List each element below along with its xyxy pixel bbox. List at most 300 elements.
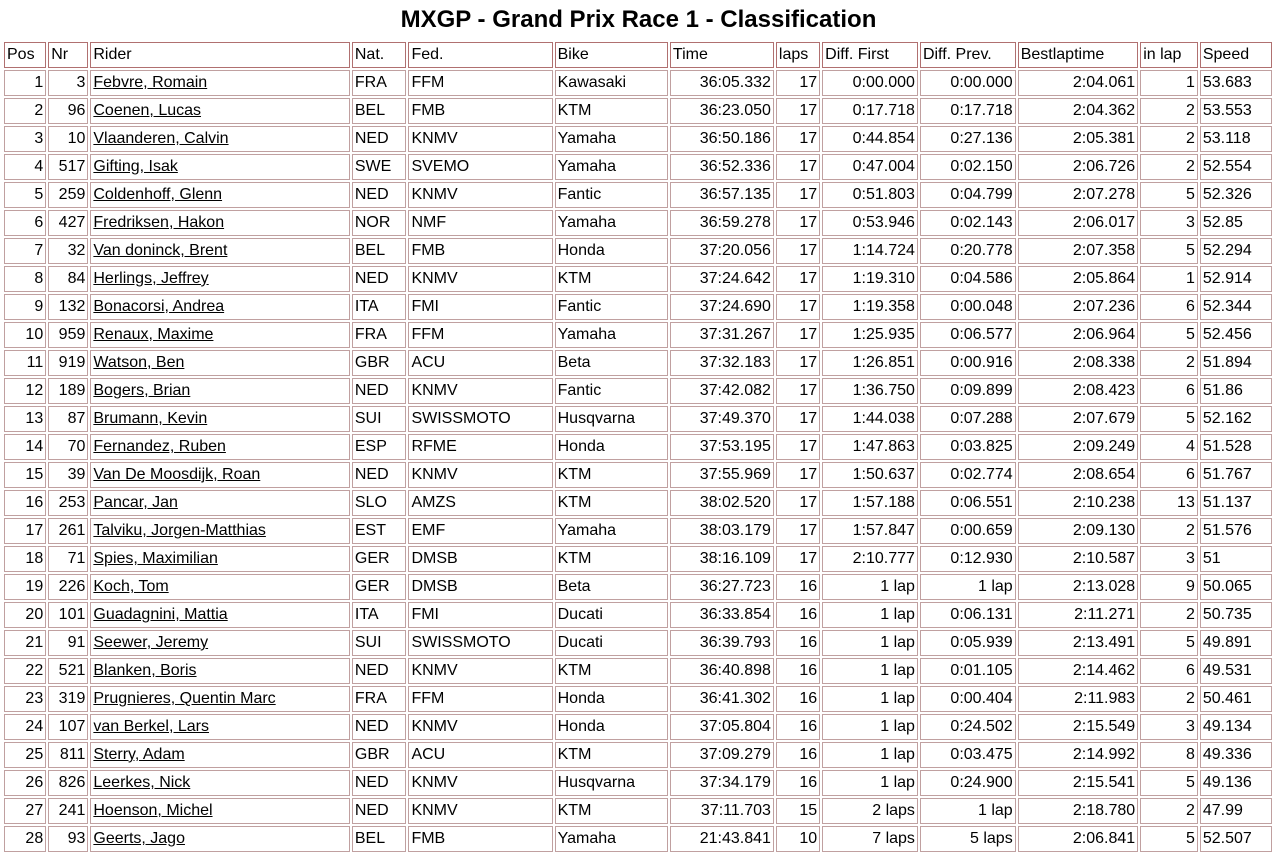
cell-fed: DMSB: [408, 574, 552, 600]
cell-bike: Yamaha: [555, 518, 668, 544]
cell-bike: Beta: [555, 350, 668, 376]
cell-laps: 16: [776, 714, 820, 740]
cell-pos: 13: [4, 406, 46, 432]
cell-in-lap: 5: [1140, 182, 1198, 208]
cell-bestlaptime: 2:13.028: [1018, 574, 1138, 600]
cell-nat: GER: [352, 546, 407, 572]
cell-bestlaptime: 2:05.864: [1018, 266, 1138, 292]
cell-pos: 3: [4, 126, 46, 152]
cell-bike: Ducati: [555, 630, 668, 656]
cell-in-lap: 6: [1140, 462, 1198, 488]
cell-bike: KTM: [555, 462, 668, 488]
column-header-nr: Nr: [48, 42, 88, 68]
cell-bestlaptime: 2:18.780: [1018, 798, 1138, 824]
cell-speed: 52.554: [1200, 154, 1272, 180]
cell-fed: SVEMO: [408, 154, 552, 180]
rider-link[interactable]: Sterry, Adam: [93, 746, 185, 763]
cell-laps: 16: [776, 574, 820, 600]
cell-diff-prev: 0:24.900: [920, 770, 1016, 796]
cell-diff-first: 0:00.000: [822, 70, 918, 96]
cell-nr: 93: [48, 826, 88, 852]
rider-link[interactable]: Vlaanderen, Calvin: [93, 130, 229, 147]
cell-diff-first: 1:50.637: [822, 462, 918, 488]
cell-pos: 19: [4, 574, 46, 600]
cell-diff-prev: 0:00.404: [920, 686, 1016, 712]
cell-pos: 11: [4, 350, 46, 376]
cell-speed: 49.336: [1200, 742, 1272, 768]
cell-diff-prev: 0:06.551: [920, 490, 1016, 516]
table-row: [4, 350, 1272, 376]
cell-rider: [90, 378, 350, 404]
cell-fed: KNMV: [408, 126, 552, 152]
cell-bike: KTM: [555, 490, 668, 516]
rider-link[interactable]: Koch, Tom: [93, 578, 169, 595]
cell-nat: NED: [352, 266, 407, 292]
cell-in-lap: 5: [1140, 630, 1198, 656]
cell-bike: Honda: [555, 686, 668, 712]
cell-nat: ITA: [352, 602, 407, 628]
page-title: MXGP - Grand Prix Race 1 - Classification: [400, 6, 877, 33]
cell-time: 37:24.690: [670, 294, 774, 320]
cell-in-lap: 5: [1140, 770, 1198, 796]
cell-pos: 8: [4, 266, 46, 292]
cell-diff-first: 1:47.863: [822, 434, 918, 460]
cell-bestlaptime: 2:14.462: [1018, 658, 1138, 684]
cell-diff-prev: 0:00.659: [920, 518, 1016, 544]
cell-nr: 319: [48, 686, 88, 712]
cell-pos: 7: [4, 238, 46, 264]
cell-speed: 52.914: [1200, 266, 1272, 292]
cell-diff-prev: 1 lap: [920, 798, 1016, 824]
cell-in-lap: 2: [1140, 126, 1198, 152]
cell-diff-prev: 0:27.136: [920, 126, 1016, 152]
cell-bike: Husqvarna: [555, 406, 668, 432]
cell-nr: 427: [48, 210, 88, 236]
cell-speed: 52.85: [1200, 210, 1272, 236]
cell-in-lap: 8: [1140, 742, 1198, 768]
cell-bike: Husqvarna: [555, 770, 668, 796]
cell-in-lap: 5: [1140, 826, 1198, 852]
cell-bestlaptime: 2:11.983: [1018, 686, 1138, 712]
table-row: [4, 378, 1272, 404]
cell-in-lap: 3: [1140, 714, 1198, 740]
cell-bike: Fantic: [555, 378, 668, 404]
cell-diff-prev: 0:02.774: [920, 462, 1016, 488]
cell-diff-prev: 0:00.048: [920, 294, 1016, 320]
cell-nr: 3: [48, 70, 88, 96]
rider-link[interactable]: Van De Moosdijk, Roan: [93, 466, 261, 483]
cell-time: 21:43.841: [670, 826, 774, 852]
cell-fed: EMF: [408, 518, 552, 544]
cell-nr: 241: [48, 798, 88, 824]
cell-diff-first: 0:53.946: [822, 210, 918, 236]
cell-laps: 17: [776, 70, 820, 96]
cell-bike: KTM: [555, 742, 668, 768]
cell-rider: [90, 630, 350, 656]
rider-link[interactable]: Van doninck, Brent: [93, 242, 228, 259]
cell-bestlaptime: 2:07.236: [1018, 294, 1138, 320]
cell-rider: [90, 686, 350, 712]
cell-time: 36:57.135: [670, 182, 774, 208]
cell-diff-first: 1:19.358: [822, 294, 918, 320]
cell-time: 37:31.267: [670, 322, 774, 348]
cell-time: 36:05.332: [670, 70, 774, 96]
cell-in-lap: 1: [1140, 266, 1198, 292]
cell-diff-prev: 0:07.288: [920, 406, 1016, 432]
cell-speed: 52.507: [1200, 826, 1272, 852]
cell-nr: 107: [48, 714, 88, 740]
cell-time: 37:42.082: [670, 378, 774, 404]
cell-speed: 50.065: [1200, 574, 1272, 600]
cell-laps: 16: [776, 742, 820, 768]
cell-time: 37:53.195: [670, 434, 774, 460]
cell-diff-first: 1 lap: [822, 714, 918, 740]
rider-link[interactable]: Fredriksen, Hakon: [93, 214, 225, 231]
cell-diff-first: 1 lap: [822, 686, 918, 712]
cell-nr: 517: [48, 154, 88, 180]
cell-bestlaptime: 2:13.491: [1018, 630, 1138, 656]
cell-nat: GBR: [352, 742, 407, 768]
cell-fed: SWISSMOTO: [408, 630, 552, 656]
cell-time: 36:59.278: [670, 210, 774, 236]
cell-bike: Yamaha: [555, 322, 668, 348]
cell-nat: BEL: [352, 98, 407, 124]
cell-nat: NED: [352, 714, 407, 740]
cell-rider: [90, 126, 350, 152]
cell-pos: 17: [4, 518, 46, 544]
cell-diff-first: 0:17.718: [822, 98, 918, 124]
cell-nat: ESP: [352, 434, 407, 460]
cell-laps: 17: [776, 210, 820, 236]
cell-diff-prev: 0:02.150: [920, 154, 1016, 180]
cell-in-lap: 5: [1140, 322, 1198, 348]
rider-link[interactable]: van Berkel, Lars: [93, 718, 209, 735]
cell-in-lap: 6: [1140, 658, 1198, 684]
cell-diff-first: 0:44.854: [822, 126, 918, 152]
cell-bike: Fantic: [555, 294, 668, 320]
cell-speed: 49.136: [1200, 770, 1272, 796]
cell-pos: 9: [4, 294, 46, 320]
cell-fed: KNMV: [408, 266, 552, 292]
cell-bike: KTM: [555, 266, 668, 292]
table-row: [4, 742, 1272, 768]
cell-nr: 91: [48, 630, 88, 656]
cell-bestlaptime: 2:04.061: [1018, 70, 1138, 96]
cell-speed: 52.344: [1200, 294, 1272, 320]
rider-link[interactable]: Coldenhoff, Glenn: [93, 186, 223, 203]
cell-diff-prev: 0:00.916: [920, 350, 1016, 376]
cell-diff-first: 0:51.803: [822, 182, 918, 208]
column-header-pos: Pos: [4, 42, 46, 68]
cell-nr: 261: [48, 518, 88, 544]
rider-link[interactable]: Prugnieres, Quentin Marc: [93, 690, 276, 707]
cell-pos: 21: [4, 630, 46, 656]
rider-link[interactable]: Leerkes, Nick: [93, 774, 191, 791]
cell-fed: ACU: [408, 742, 552, 768]
rider-link[interactable]: Febvre, Romain: [93, 74, 208, 91]
cell-rider: [90, 210, 350, 236]
cell-pos: 14: [4, 434, 46, 460]
cell-rider: [90, 658, 350, 684]
cell-fed: FMB: [408, 826, 552, 852]
classification-table: [2, 40, 1274, 854]
cell-diff-first: 1 lap: [822, 770, 918, 796]
cell-fed: FMB: [408, 98, 552, 124]
cell-pos: 22: [4, 658, 46, 684]
cell-nr: 96: [48, 98, 88, 124]
cell-pos: 6: [4, 210, 46, 236]
cell-rider: [90, 462, 350, 488]
cell-fed: KNMV: [408, 378, 552, 404]
rider-link[interactable]: Seewer, Jeremy: [93, 634, 209, 651]
table-row: [4, 714, 1272, 740]
cell-diff-first: 1 lap: [822, 742, 918, 768]
cell-bike: KTM: [555, 798, 668, 824]
cell-bike: Honda: [555, 238, 668, 264]
cell-fed: AMZS: [408, 490, 552, 516]
cell-fed: FMB: [408, 238, 552, 264]
cell-nat: ITA: [352, 294, 407, 320]
cell-nat: FRA: [352, 686, 407, 712]
cell-time: 36:50.186: [670, 126, 774, 152]
cell-diff-first: 1:57.847: [822, 518, 918, 544]
rider-link[interactable]: Spies, Maximilian: [93, 550, 218, 567]
table-row: [4, 98, 1272, 124]
table-row: [4, 630, 1272, 656]
cell-fed: FMI: [408, 294, 552, 320]
cell-diff-first: 1:26.851: [822, 350, 918, 376]
cell-pos: 4: [4, 154, 46, 180]
cell-rider: [90, 266, 350, 292]
cell-speed: 52.294: [1200, 238, 1272, 264]
cell-rider: [90, 322, 350, 348]
cell-nr: 259: [48, 182, 88, 208]
cell-diff-first: 1 lap: [822, 658, 918, 684]
cell-laps: 17: [776, 98, 820, 124]
cell-rider: [90, 406, 350, 432]
cell-nr: 84: [48, 266, 88, 292]
cell-diff-first: 1:36.750: [822, 378, 918, 404]
rider-link[interactable]: Fernandez, Ruben: [93, 438, 226, 455]
cell-nat: NED: [352, 182, 407, 208]
cell-bike: Honda: [555, 434, 668, 460]
rider-link[interactable]: Gifting, Isak: [93, 158, 178, 175]
cell-fed: FFM: [408, 322, 552, 348]
cell-diff-prev: 0:01.105: [920, 658, 1016, 684]
cell-bestlaptime: 2:14.992: [1018, 742, 1138, 768]
cell-in-lap: 2: [1140, 350, 1198, 376]
cell-in-lap: 4: [1140, 434, 1198, 460]
cell-rider: [90, 70, 350, 96]
cell-time: 37:20.056: [670, 238, 774, 264]
table-row: [4, 182, 1272, 208]
cell-bestlaptime: 2:08.654: [1018, 462, 1138, 488]
cell-laps: 17: [776, 462, 820, 488]
cell-speed: 51.528: [1200, 434, 1272, 460]
cell-fed: DMSB: [408, 546, 552, 572]
cell-rider: [90, 518, 350, 544]
cell-pos: 5: [4, 182, 46, 208]
rider-link[interactable]: Talviku, Jorgen-Matthias: [93, 522, 266, 539]
cell-laps: 17: [776, 546, 820, 572]
rider-link[interactable]: Hoenson, Michel: [93, 802, 213, 819]
cell-pos: 16: [4, 490, 46, 516]
cell-bike: Yamaha: [555, 826, 668, 852]
column-header-fed: Fed.: [408, 42, 552, 68]
cell-in-lap: 2: [1140, 686, 1198, 712]
column-header-laps: laps: [776, 42, 820, 68]
cell-fed: NMF: [408, 210, 552, 236]
cell-speed: 51.767: [1200, 462, 1272, 488]
cell-bestlaptime: 2:07.278: [1018, 182, 1138, 208]
cell-in-lap: 2: [1140, 798, 1198, 824]
column-header-diff-first: Diff. First: [822, 42, 918, 68]
cell-speed: 53.553: [1200, 98, 1272, 124]
rider-link[interactable]: Renaux, Maxime: [93, 326, 214, 343]
rider-link[interactable]: Pancar, Jan: [93, 494, 178, 511]
table-row: [4, 70, 1272, 96]
cell-nr: 226: [48, 574, 88, 600]
cell-bestlaptime: 2:08.423: [1018, 378, 1138, 404]
rider-link[interactable]: Bonacorsi, Andrea: [93, 298, 225, 315]
cell-speed: 51.894: [1200, 350, 1272, 376]
cell-diff-prev: 0:03.825: [920, 434, 1016, 460]
cell-nat: SUI: [352, 630, 407, 656]
cell-laps: 17: [776, 490, 820, 516]
cell-bike: Yamaha: [555, 126, 668, 152]
cell-diff-first: 2:10.777: [822, 546, 918, 572]
cell-laps: 17: [776, 406, 820, 432]
table-row: [4, 546, 1272, 572]
cell-time: 38:02.520: [670, 490, 774, 516]
rider-link[interactable]: Bogers, Brian: [93, 382, 191, 399]
cell-nat: EST: [352, 518, 407, 544]
table-row: [4, 686, 1272, 712]
cell-rider: [90, 546, 350, 572]
cell-speed: 53.683: [1200, 70, 1272, 96]
rider-link[interactable]: Coenen, Lucas: [93, 102, 202, 119]
cell-nat: FRA: [352, 70, 407, 96]
cell-nr: 71: [48, 546, 88, 572]
cell-in-lap: 2: [1140, 154, 1198, 180]
column-header-bestlaptime: Bestlaptime: [1018, 42, 1138, 68]
cell-nat: NED: [352, 462, 407, 488]
cell-speed: 53.118: [1200, 126, 1272, 152]
cell-nat: NED: [352, 378, 407, 404]
table-row: [4, 210, 1272, 236]
cell-in-lap: 6: [1140, 378, 1198, 404]
cell-pos: 2: [4, 98, 46, 124]
cell-diff-prev: 0:03.475: [920, 742, 1016, 768]
cell-diff-prev: 0:00.000: [920, 70, 1016, 96]
cell-nr: 189: [48, 378, 88, 404]
column-header-speed: Speed: [1200, 42, 1272, 68]
cell-nr: 39: [48, 462, 88, 488]
cell-diff-prev: 0:06.577: [920, 322, 1016, 348]
cell-bestlaptime: 2:06.841: [1018, 826, 1138, 852]
cell-speed: 52.162: [1200, 406, 1272, 432]
rider-link[interactable]: Watson, Ben: [93, 354, 185, 371]
cell-nr: 521: [48, 658, 88, 684]
cell-diff-first: 2 laps: [822, 798, 918, 824]
cell-bestlaptime: 2:07.358: [1018, 238, 1138, 264]
cell-pos: 25: [4, 742, 46, 768]
cell-rider: [90, 98, 350, 124]
cell-time: 37:11.703: [670, 798, 774, 824]
table-row: [4, 826, 1272, 852]
cell-rider: [90, 826, 350, 852]
cell-diff-prev: 0:20.778: [920, 238, 1016, 264]
cell-time: 38:16.109: [670, 546, 774, 572]
cell-nr: 70: [48, 434, 88, 460]
table-row: [4, 602, 1272, 628]
rider-link[interactable]: Geerts, Jago: [93, 830, 185, 847]
table-row: [4, 490, 1272, 516]
cell-nr: 959: [48, 322, 88, 348]
cell-fed: KNMV: [408, 462, 552, 488]
cell-fed: ACU: [408, 350, 552, 376]
cell-pos: 12: [4, 378, 46, 404]
cell-laps: 10: [776, 826, 820, 852]
cell-bestlaptime: 2:06.964: [1018, 322, 1138, 348]
cell-diff-prev: 0:06.131: [920, 602, 1016, 628]
cell-speed: 49.134: [1200, 714, 1272, 740]
table-body: [4, 70, 1272, 852]
column-header-bike: Bike: [555, 42, 668, 68]
cell-nr: 101: [48, 602, 88, 628]
cell-rider: [90, 742, 350, 768]
cell-laps: 15: [776, 798, 820, 824]
column-header-diff-prev: Diff. Prev.: [920, 42, 1016, 68]
cell-speed: 51.86: [1200, 378, 1272, 404]
cell-bike: Kawasaki: [555, 70, 668, 96]
cell-diff-prev: 0:05.939: [920, 630, 1016, 656]
column-header-in-lap: in lap: [1140, 42, 1198, 68]
cell-diff-prev: 0:04.586: [920, 266, 1016, 292]
rider-link[interactable]: Herlings, Jeffrey: [93, 270, 209, 287]
cell-time: 36:27.723: [670, 574, 774, 600]
cell-pos: 10: [4, 322, 46, 348]
cell-time: 37:24.642: [670, 266, 774, 292]
cell-fed: KNMV: [408, 798, 552, 824]
rider-link[interactable]: Brumann, Kevin: [93, 410, 208, 427]
rider-link[interactable]: Blanken, Boris: [93, 662, 197, 679]
table-row: [4, 322, 1272, 348]
cell-nat: NED: [352, 798, 407, 824]
cell-laps: 17: [776, 294, 820, 320]
cell-speed: 51: [1200, 546, 1272, 572]
cell-bestlaptime: 2:11.271: [1018, 602, 1138, 628]
cell-speed: 49.531: [1200, 658, 1272, 684]
cell-laps: 17: [776, 266, 820, 292]
cell-nat: NED: [352, 770, 407, 796]
rider-link[interactable]: Guadagnini, Mattia: [93, 606, 228, 623]
cell-rider: [90, 154, 350, 180]
cell-in-lap: 3: [1140, 210, 1198, 236]
cell-diff-first: 0:47.004: [822, 154, 918, 180]
cell-laps: 16: [776, 602, 820, 628]
cell-rider: [90, 714, 350, 740]
cell-time: 37:32.183: [670, 350, 774, 376]
cell-rider: [90, 798, 350, 824]
cell-speed: 52.326: [1200, 182, 1272, 208]
cell-nat: GER: [352, 574, 407, 600]
cell-diff-prev: 0:04.799: [920, 182, 1016, 208]
cell-in-lap: 1: [1140, 70, 1198, 96]
cell-nr: 826: [48, 770, 88, 796]
cell-nat: FRA: [352, 322, 407, 348]
cell-diff-first: 1:14.724: [822, 238, 918, 264]
